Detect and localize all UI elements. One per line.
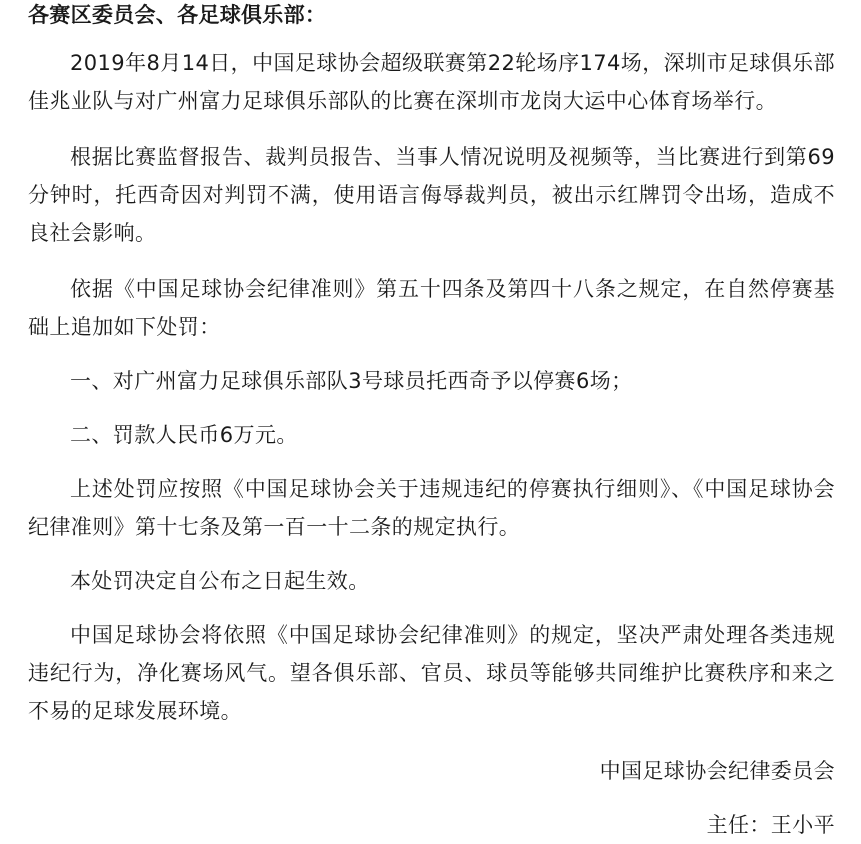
penalty-item-fine: 二、罚款人民币6万元。 — [70, 423, 298, 447]
signature-chair: 主任：王小平 — [706, 813, 835, 837]
salutation: 各赛区委员会、各足球俱乐部： — [28, 3, 327, 27]
penalty-item-suspension: 一、对广州富力足球俱乐部队3号球员托西奇予以停赛6场； — [70, 369, 633, 393]
signature-organization: 中国足球协会纪律委员会 — [599, 759, 835, 783]
paragraph-closing-statement: 中国足球协会将依照《中国足球协会纪律准则》的规定，坚决严肃处理各类违规违纪行为，净化赛场风气。望各俱乐部、官员、球员等能够共同维护比赛秩序和来之不易的足球发展环境。 — [28, 623, 835, 723]
paragraph-match-info: 2019年8月14日，中国足球协会超级联赛第22轮场序174场，深圳市足球俱乐部佳兆业队与对广州富力足球俱乐部队的比赛在深圳市龙岗大运中心体育场举行。 — [28, 51, 835, 113]
paragraph-incident: 根据比赛监督报告、裁判员报告、当事人情况说明及视频等，当比赛进行到第69分钟时，托西奇因对判罚不满，使用语言侮辱裁判员，被出示红牌罚令出场，造成不良社会影响。 — [28, 145, 835, 245]
paragraph-legal-basis: 依据《中国足球协会纪律准则》第五十四条及第四十八条之规定，在自然停赛基础上追加如下处罚： — [28, 277, 835, 339]
paragraph-effective-date: 本处罚决定自公布之日起生效。 — [70, 569, 370, 593]
paragraph-execution-rules: 上述处罚应按照《中国足球协会关于违规违纪的停赛执行细则》、《中国足球协会纪律准则》第十七条及第一百一十二条的规定执行。 — [28, 477, 835, 539]
